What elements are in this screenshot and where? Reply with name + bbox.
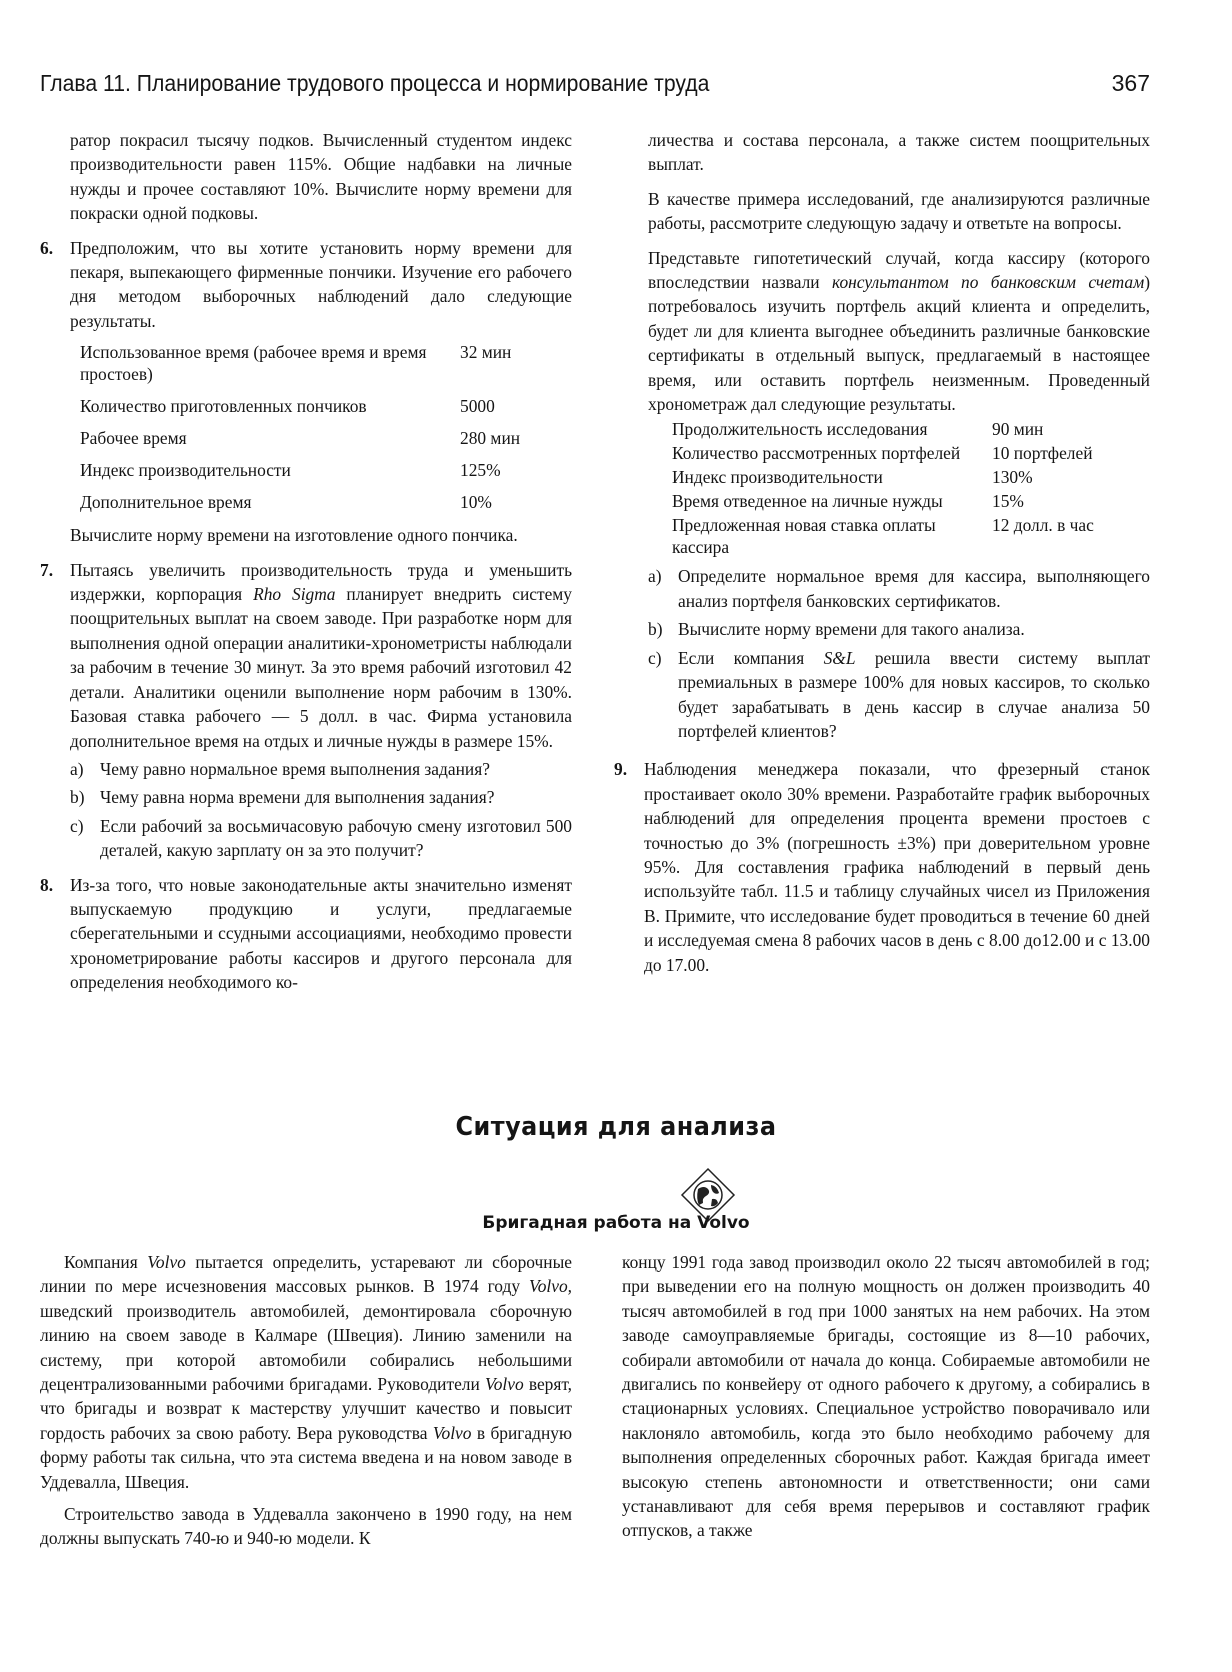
intro-paragraph: ратор покрасил тысячу подков. Вычисленный студентом индекс производительности равен 115%. Общие надбавки на личные нужды и прочее составляют 10%. Вычислите норму времени для покраски одной подковы. [70,130,572,224]
exercise-text: Пытаясь увеличить производительность труда и уменьшить издержки, корпорация Rho Sigma планирует внедрить систему поощрительных выплат на своем заводе. При разработке норм для выполнения одной операции аналитики-хронометристы наблюдали за рабочим в течение 30 минут. За это время рабочий изготовил 42 детали. Аналитики оценили выполнение норм рабочим в 130%. Базовая ставка рабочего — 5 долл. в час. Фирма установила дополнительное время на отдых и личные нужды в размере 15%. [70,559,572,751]
exercise-number: 8. [40,874,54,895]
exercise-8 [40,873,572,995]
table-row: Время отведенное на личные нужды 15% [672,491,1024,512]
left-column [40,128,572,995]
company-name: S&L [823,647,856,668]
company-name: Rho Sigma [253,584,336,605]
case-paragraph: Строительство завода в Уддевалла закончено в 1990 году, на нем должны выпускать 740-ю и 940-ю модели. К [40,1504,572,1549]
data-table [672,418,1142,560]
exercise-number: 9. [614,759,628,780]
case-paragraph: концу 1991 года завод производил около 22 тысяч автомобилей в год; при выведении его на полную мощность он должен производить 40 тысяч автомобилей в год при 1000 занятых на нем рабочих. На этом заводе самоуправляемые бригады, состоящие из 8—10 рабочих, собирали автомобили от начала до конца. Собираемые автомобили не двигались по конвейеру от одного рабочего к другому, а собирались в стационарных условиях. Специальное устройство поворачивало или наклоняло автомобиль, когда это было необходимо рабочему для выполнения определенных сборочных работ. Каждая бригада имеет высокую степень автономности и ответственности; они сами устанавливают для себя время перерывов и составляют график отпусков, а также [622,1252,1150,1541]
table-row: Рабочее время 280 мин [80,428,521,449]
table-row: Индекс производительности 130% [672,467,1033,488]
table-row: Продолжительность исследования 90 мин [672,419,1044,440]
page-number: 367 [1111,70,1150,96]
sub-question: b) Вычислите норму времени для такого анализа. [648,619,1025,640]
exercise-6 [40,236,572,548]
sub-question: a) Определите нормальное время для кассира, выполняющего анализ портфеля банковских сертификатов. [648,566,1150,611]
exercise-text: Предположим, что вы хотите установить норму времени для пекаря, выпекающего фирменные пончики. Изучение его рабочего дня методом выборочных наблюдений дало следующие результаты. [70,237,572,331]
table-row: Количество приготовленных пончиков 5000 [80,396,495,417]
table-row: Дополнительное время 10% [80,492,492,513]
running-header [40,70,1150,106]
table-row: Индекс производительности 125% [80,460,501,481]
case-paragraph: Компания Volvo пытается определить, устаревают ли сборочные линии по мере исчезновения массовых рынков. В 1974 году Volvo, шведский производитель автомобилей, демонтировала сборочную линию на своем заводе в Калмаре (Швеция). Линию заменили на систему, при которой автомобили собирались небольшими децентрализованными рабочими бригадами. Руководители Volvo верят, что бригады и возврат к мастерству улучшит качество и повысит гордость рабочих за свою работу. Вера руководства Volvo в бригадную форму работы так сильна, что эта система введена и на новом заводе в Уддевалла, Швеция. [40,1252,572,1492]
sub-question: c) Если компания S&L решила ввести систему выплат премиальных в размере 100% для новых кассиров, то сколько будет зарабатывать в день кассир в случае анализа 50 портфелей клиентов? [648,647,1150,741]
sub-question: b) Чему равна норма времени для выполнения задания? [70,787,495,808]
right-column [614,128,1150,977]
continued-paragraph: личества и состава персонала, а также систем поощрительных выплат. [648,130,1150,175]
table-row: Количество рассмотренных портфелей 10 портфелей [672,443,1093,464]
table-row: Использованное время (рабочее время и время простоев) 32 мин [80,342,512,385]
exercise-question: Вычислите норму времени на изготовление одного пончика. [70,525,518,546]
sub-question: a) Чему равно нормальное время выполнения задания? [70,758,490,779]
exercise-text: Наблюдения менеджера показали, что фрезерный станок простаивает около 30% времени. Разработайте график выборочных наблюдений для определения процента времени простоев с точностью до 3% (погрешность ±3%) при доверительном уровне 95%. Для составления графика наблюдений в первый день используйте табл. 11.5 и таблицу случайных чисел из Приложения В. Примите, что исследование будет проводиться в течение 60 дней и исследуемая смена 8 рабочих часов в день с 8.00 до12.00 и с 13.00 до 17.00. [644,759,1150,975]
case-right-column [622,1250,1150,1543]
data-table [80,341,560,523]
exercise-9 [614,757,1150,977]
exercise-number: 7. [40,559,54,580]
exercise-number: 6. [40,237,54,258]
italic-term: консультантом по банковским счетам [831,272,1145,293]
sub-question: c) Если рабочий за восьмичасовую рабочую смену изготовил 500 деталей, какую зарплату он за это получит? [70,815,572,861]
section-heading: Ситуация для анализа [455,1112,777,1142]
table-row: Предложенная новая ставка оплаты кассира 12 долл. в час [672,515,1094,558]
chapter-title: Глава 11. Планирование трудового процесса и нормирование труда [40,70,710,96]
paragraph: В качестве примера исследований, где анализируются различные работы, рассмотрите следующую задачу и ответьте на вопросы. [648,188,1150,234]
case-title: Бригадная работа на Volvo [482,1213,750,1233]
case-left-column [40,1250,572,1551]
paragraph: Представьте гипотетический случай, когда кассиру (которого впоследствии назвали консультантом по банковским счетам) потребовалось изучить портфель акций клиента и определить, будет ли для клиента выгоднее объединить различные банковские сертификаты в отдельный выпуск, предлагаемый в настоящее время, или оставить портфель неизменным. Проведенный хронометраж дал следующие результаты. [648,247,1150,415]
exercise-7 [40,558,572,863]
exercise-text: Из-за того, что новые законодательные акты значительно изменят выпускаемую продукцию и услуги, предлагаемые сберегательными и ссудными ассоциациями, необходимо провести хронометрирование работы кассиров и другого персонала для определения необходимого ко- [70,874,572,993]
